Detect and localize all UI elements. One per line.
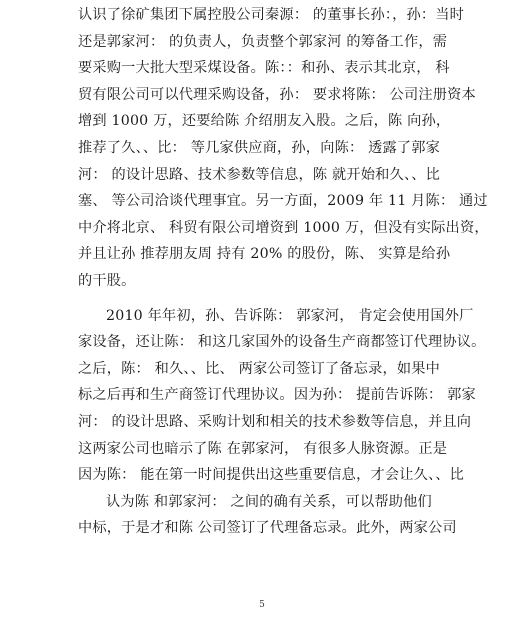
paragraph-1-line-9: 中介将北京、 科贸有限公司增资到 1000 万，但没有实际出资， bbox=[78, 219, 489, 236]
paragraph-1-line-3: 要采购一大批大型采煤设备。陈：：和孙、表示其北京， 科 bbox=[78, 60, 450, 77]
paragraph-1-line-10: 并且让孙 推荐朋友周 持有 20% 的股份，陈、 实算是给孙 bbox=[78, 246, 451, 263]
paragraph-2-line-8: 认为陈 和郭家河： 之间的确有关系，可以帮助他们 bbox=[106, 493, 432, 510]
paragraph-1-line-1: 认识了徐矿集团下属控股公司秦源： 的董事长孙：，孙：当时 bbox=[78, 7, 465, 23]
paragraph-2-line-9: 中标，于是才和陈 公司签订了代理备忘录。此外，两家公司 bbox=[78, 520, 457, 537]
paragraph-gap bbox=[78, 295, 473, 303]
paragraph-2-line-6: 这两家公司也暗示了陈 在郭家河， 有很多人脉资源。正是 bbox=[78, 440, 448, 457]
paragraph-2-line-3: 之后，陈： 和久、、比、 两家公司签订了备忘录，如果中 bbox=[78, 360, 441, 377]
paragraph-1-line-6: 推荐了久、、比： 等几家供应商，孙，向陈： 透露了郭家 bbox=[78, 139, 441, 156]
paragraph-1-line-8: 塞、 等公司洽谈代理事宜。另一方面，2009 年 11 月陈： 通过 bbox=[78, 193, 488, 210]
paragraph-1-line-4: 贸有限公司可以代理采购设备，孙： 要求将陈： 公司注册资本 bbox=[78, 86, 476, 103]
paragraph-1-line-7: 河： 的设计思路、技术参数等信息，陈 就开始和久、、比 bbox=[78, 166, 441, 183]
paragraph-2-line-7: 因为陈： 能在第一时间提供出这些重要信息，才会让久、、比 bbox=[78, 467, 465, 484]
paragraph-1-line-11: 的干股。 bbox=[78, 272, 136, 289]
paragraph-2-line-4: 标之后再和生产商签订代理协议。因为孙： 提前告诉陈： 郭家 bbox=[78, 387, 476, 404]
paragraph-2-line-1: 2010 年年初，孙、告诉陈： 郭家河， 肯定会使用国外厂 bbox=[106, 307, 474, 324]
body-text bbox=[78, 2, 489, 542]
paragraph-1-line-5: 增到 1000 万，还要给陈 介绍朋友入股。之后，陈 向孙， bbox=[78, 113, 451, 130]
paragraph-2-line-2: 家设备，还让陈： 和这几家国外的设备生产商都签订代理协议。 bbox=[78, 334, 486, 351]
paragraph-2-line-5: 河： 的设计思路、采购计划和相关的技术参数等信息，并且向 bbox=[78, 413, 472, 430]
paragraph-1-line-2: 还是郭家河： 的负责人，负责整个郭家河 的筹备工作，需 bbox=[78, 33, 448, 50]
page-number: 5 bbox=[259, 600, 265, 610]
